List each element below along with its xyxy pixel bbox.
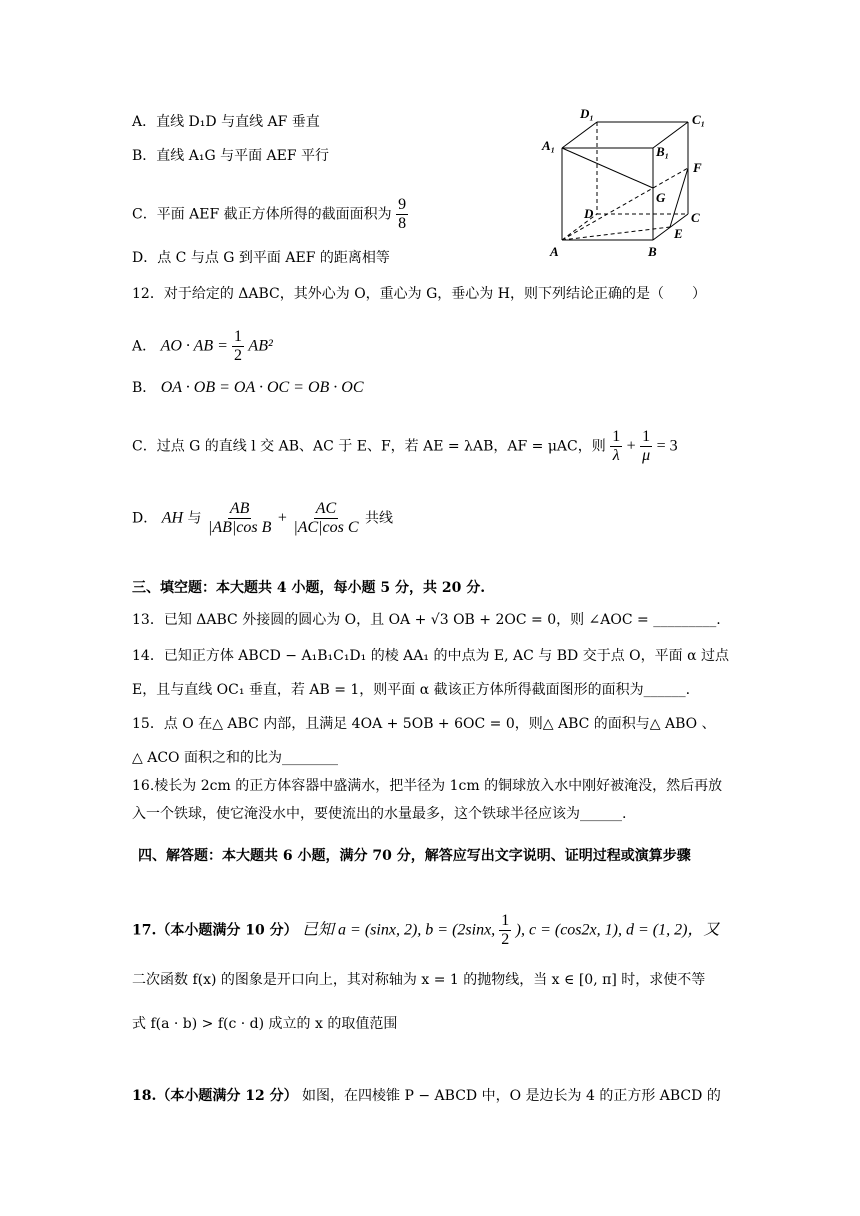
fraction-numerator: 1 [642, 428, 651, 445]
fraction-denominator: |AC|cos C [293, 519, 359, 536]
q18-text: 如图，在四棱锥 P − ABCD 中，O 是边长为 4 的正方形 ABCD 的 [302, 1088, 721, 1104]
q17-vectors-a-b: 已知 a = (sinx, 2), b = (2sinx, [302, 921, 500, 939]
q11-option-a: A．直线 D₁D 与直线 AF 垂直 [132, 114, 320, 130]
fraction-numerator: 1 [501, 912, 510, 929]
label-a: A [550, 244, 559, 259]
fraction-numerator: AC [315, 500, 337, 517]
ac-over-norm-cosc [291, 500, 360, 537]
option-a-expr: AO · AB = [160, 337, 232, 355]
section-3-title: 三、填空题：本大题共 4 小题，每小题 5 分，共 20 分. [132, 580, 486, 596]
q13: 13．已知 ΔABC 外接圆的圆心为 O，且 OA + √3 OB + 2OC = 0，则 ∠AOC = _________. [132, 612, 721, 628]
fraction-denominator: λ [612, 447, 620, 464]
q17-line-2: 二次函数 f(x) 的图象是开口向上，其对称轴为 x = 1 的抛物线，当 x ∈ [0, π] 时，求使不等 [132, 972, 706, 988]
q14-line-2: E，且与直线 OC₁ 垂直，若 AB = 1，则平面 α 截该正方体所得截面图形的面积为______. [132, 682, 691, 698]
fraction-numerator: AB [229, 500, 250, 517]
one-over-mu [640, 428, 652, 465]
q15-line-2: △ ACO 面积之和的比为________ [132, 750, 338, 766]
q16-line-1: 16.棱长为 2cm 的正方体容器中盛满水，把半径为 1cm 的铜球放入水中刚好被淹没，然后再放 [132, 778, 723, 794]
fraction-denominator: μ [642, 447, 651, 464]
equals-three: = 3 [656, 437, 678, 455]
q12-stem: 12．对于给定的 ΔABC，其外心为 O，重心为 G，垂心为 H，则下列结论正确的是（ ） [132, 286, 706, 302]
fraction-numerator: 1 [612, 428, 621, 445]
q18-heading: 18.（本小题满分 12 分） [132, 1088, 298, 1104]
q17-line-3: 式 f(a · b) > f(c · d) 成立的 x 的取值范围 [132, 1016, 398, 1032]
q11-option-c-fraction [396, 196, 408, 233]
segment-a1-g [562, 148, 653, 188]
label-c1: C₁ [692, 112, 706, 127]
vector-ah: AH [161, 509, 184, 527]
q17-vectors-c-d: ), c = (cos2x, 1), d = (1, 2)，又 [515, 921, 720, 939]
label-b: B [648, 244, 657, 259]
label-a1: A₁ [542, 138, 556, 153]
fraction-numerator: 1 [233, 328, 242, 345]
fraction-denominator: 2 [233, 347, 242, 364]
option-b-expr: OA · OB = OA · OC = OB · OC [160, 379, 364, 396]
q11-option-c-text: C．平面 AEF 截正方体所得的截面面积为 [132, 206, 392, 223]
edge-a1-d1 [562, 122, 597, 148]
one-half-fraction [499, 912, 511, 949]
option-c-text: C．过点 G 的直线 l 交 AB、AC 于 E、F，若 AE = λAB，AF = μAC，则 [132, 438, 606, 455]
section-4-title: 四、解答题：本大题共 6 小题，满分 70 分，解答应写出文字说明、证明过程或演算步骤 [138, 848, 691, 864]
label-d: D [584, 206, 594, 221]
label-c: C [691, 210, 700, 225]
fraction-numerator: 9 [398, 196, 407, 213]
q11-option-b: B．直线 A₁G 与平面 AEF 平行 [132, 148, 330, 164]
label-f: F [693, 160, 702, 175]
option-label: D． [132, 510, 158, 527]
plus-sign: + [626, 437, 636, 455]
ab-over-norm-cosb [206, 500, 273, 537]
label-e: E [674, 226, 683, 241]
fraction-denominator: 2 [501, 931, 510, 948]
q11-option-d: D．点 C 与点 G 到平面 AEF 的距离相等 [132, 250, 390, 266]
segment-a-e [562, 227, 670, 240]
q16-line-2: 入一个铁球，使它淹没水中，要使流出的水量最多，这个铁球半径应该为______. [132, 806, 627, 822]
label-d1: D₁ [580, 106, 594, 121]
q12-option-a [132, 328, 273, 365]
cube-figure [540, 100, 720, 260]
one-half-fraction [232, 328, 244, 365]
one-over-lambda [610, 428, 622, 465]
q12-option-c [132, 428, 678, 465]
option-label: A． [132, 338, 157, 355]
fraction-denominator: 8 [398, 215, 407, 232]
label-b1: B₁ [656, 144, 670, 159]
q11-option-c [132, 196, 408, 233]
q15-line-1: 15．点 O 在△ ABC 内部，且满足 4OA + 5OB + 6OC = 0，则△ ABC 的面积与△ ABO 、 [132, 716, 716, 732]
segment-a-f [562, 168, 688, 240]
q12-option-b [132, 378, 364, 398]
q17-heading: 17.（本小题满分 10 分） [132, 922, 298, 939]
label-g: G [656, 190, 666, 205]
option-a-tail: AB² [248, 337, 273, 355]
word-with: 与 [187, 510, 202, 527]
word-collinear: 共线 [365, 510, 394, 527]
q14-line-1: 14．已知正方体 ABCD − A₁B₁C₁D₁ 的棱 AA₁ 的中点为 E, AC 与 BD 交于点 O，平面 α 过点 [132, 648, 729, 664]
option-label: B． [132, 380, 157, 396]
q17-line-1 [132, 912, 719, 949]
q18-line-1 [132, 1086, 721, 1106]
q12-option-d [132, 500, 393, 537]
plus-sign: + [277, 509, 287, 527]
fraction-denominator: |AB|cos B [207, 519, 272, 536]
